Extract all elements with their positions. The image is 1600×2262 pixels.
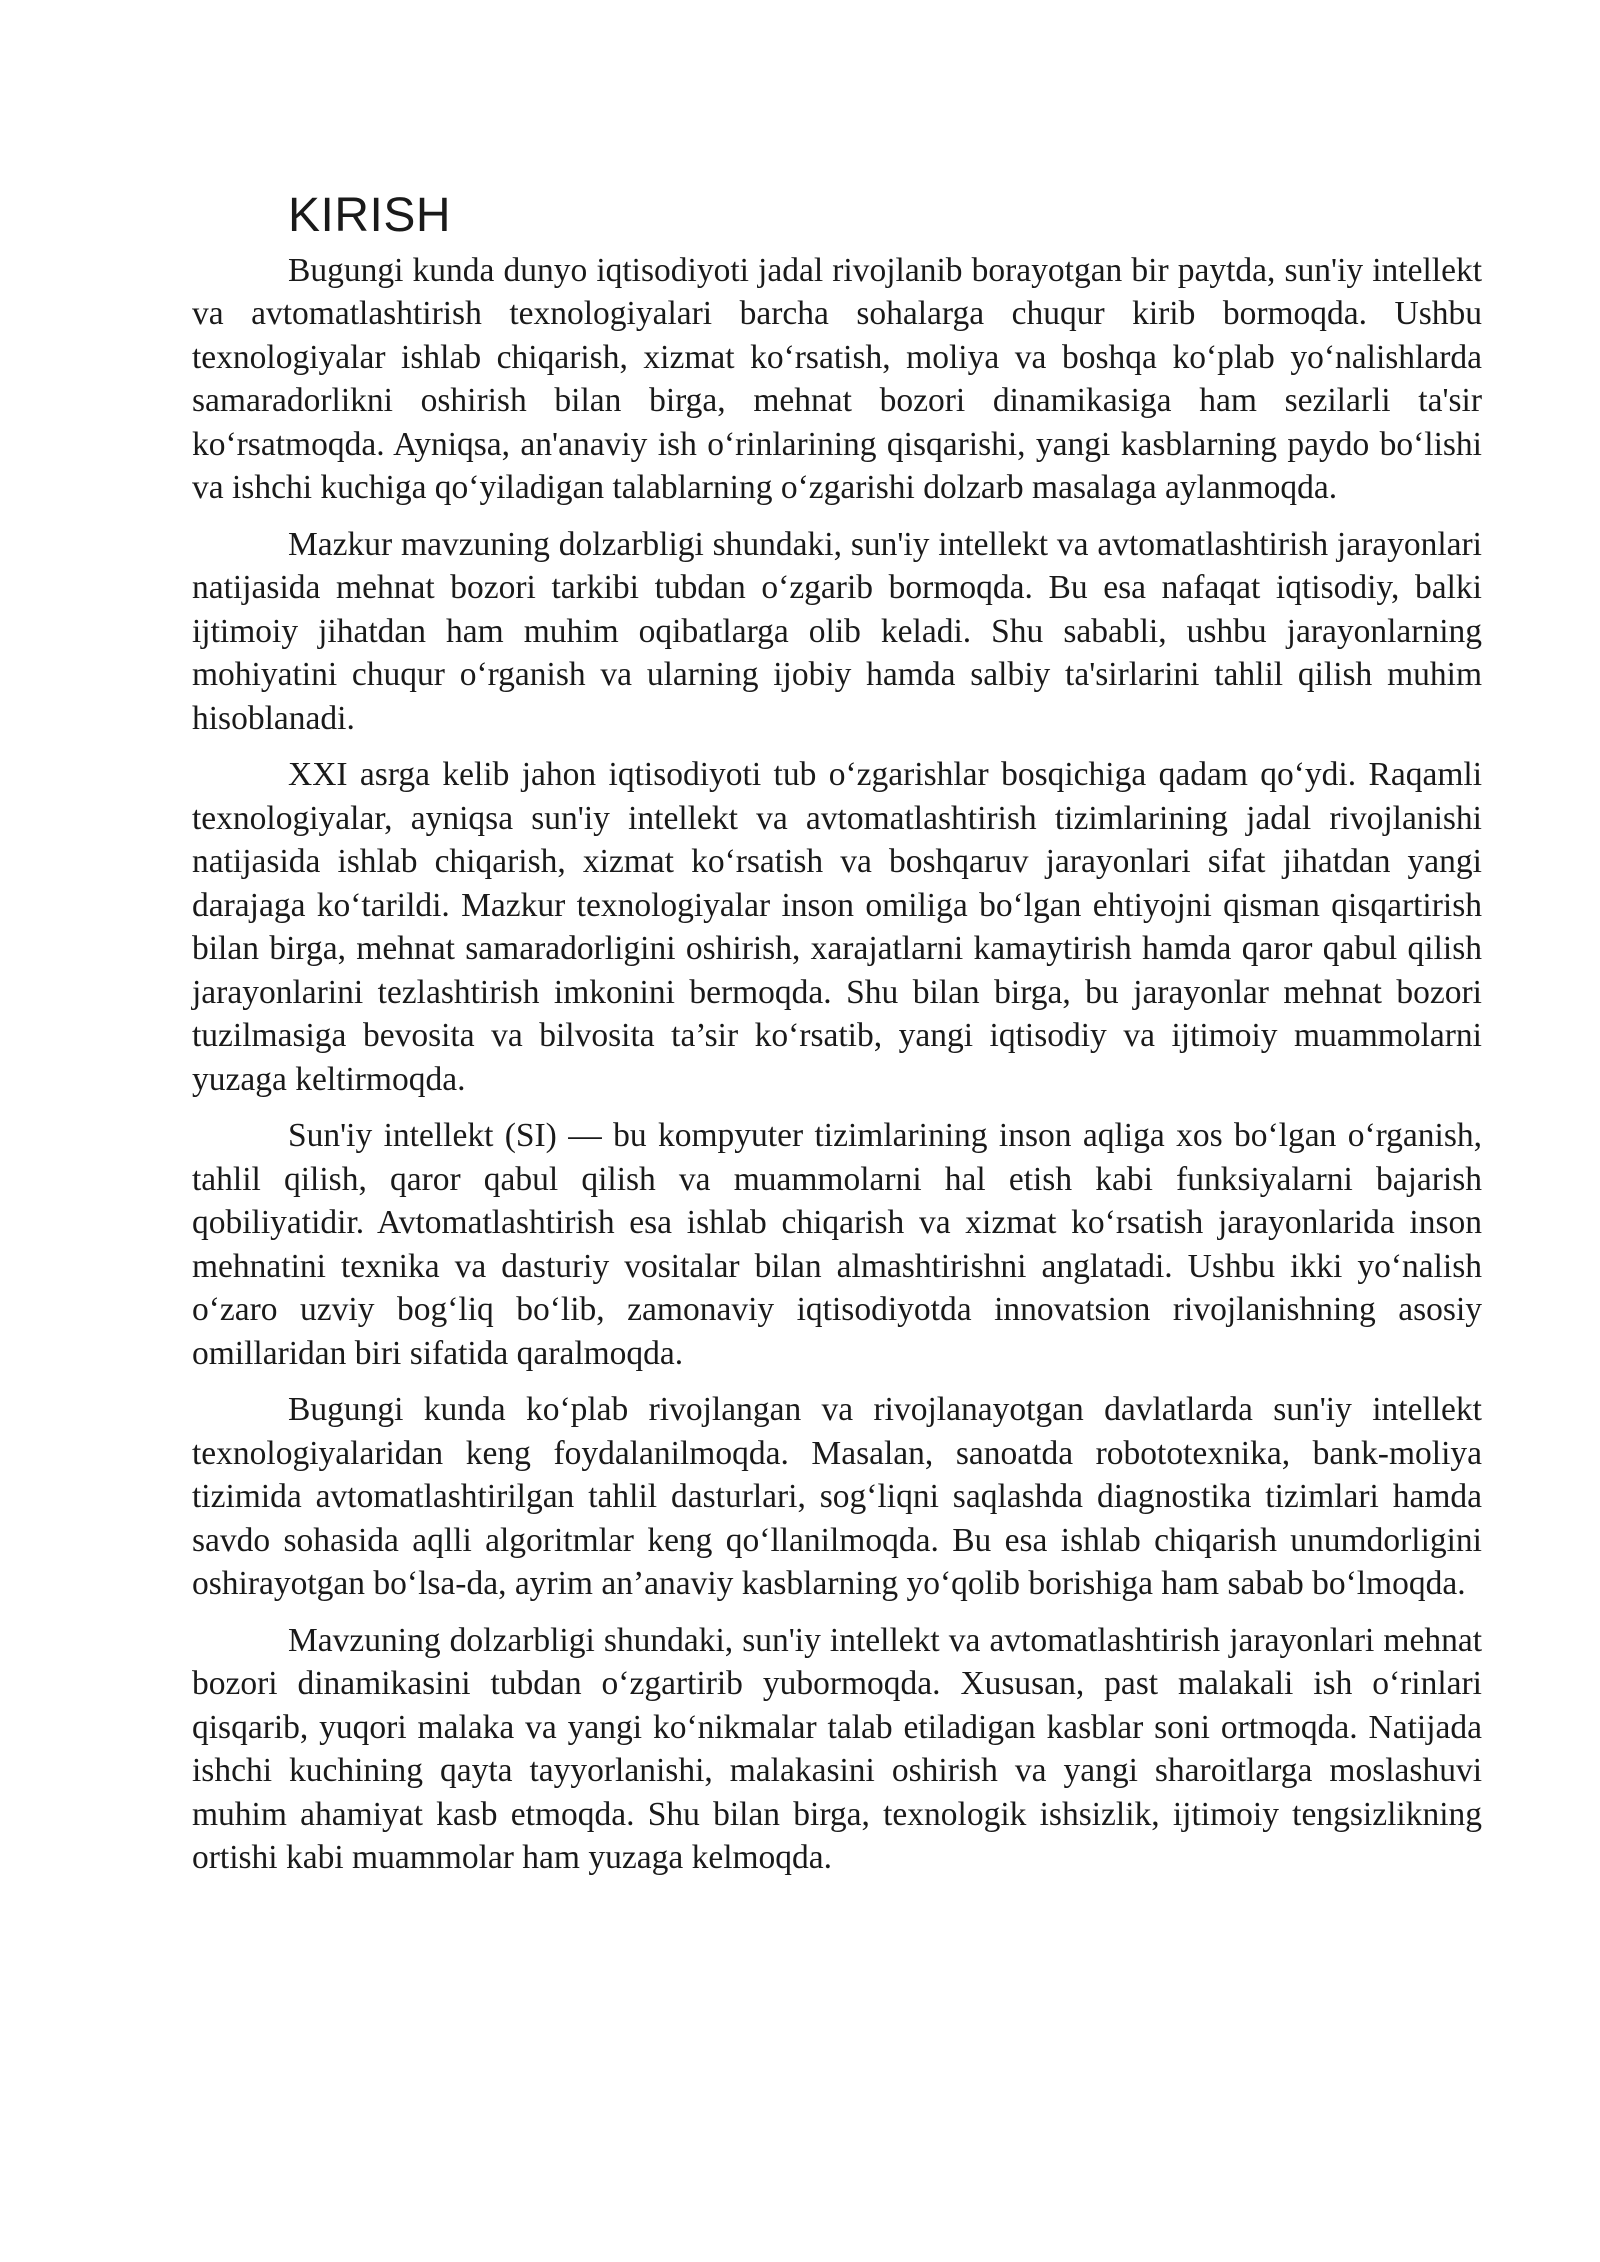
- document-page: [192, 190, 1482, 1893]
- paragraph-5: Bugungi kunda ko‘plab rivojlangan va rivojlanayotgan davlatlarda sun'iy intellekt texnologiyalaridan keng foydalanilmoqda. Masalan, sanoatda robototexnika, bank-moliya tizimida avtomatlashtirilgan tahlil dasturlari, sog‘liqni saqlashda diagnostika tizimlari hamda savdo sohasida aqlli algoritmlar keng qo‘llanilmoqda. Bu esa ishlab chiqarish unumdorligini oshirayotgan bo‘lsa-da, ayrim an’anaviy kasblarning yo‘qolib borishiga ham sabab bo‘lmoqda.: [192, 1391, 1482, 1603]
- paragraph-4: Sun'iy intellekt (SI) — bu kompyuter tizimlarining inson aqliga xos bo‘lgan o‘rganish, tahlil qilish, qaror qabul qilish va muammolarni hal etish kabi funksiyalarni bajarish qobiliyatidir. Avtomatlashtirish esa ishlab chiqarish va xizmat ko‘rsatish jarayonlarida inson mehnatini texnika va dasturiy vositalar bilan almashtirishni anglatadi. Ushbu ikki yo‘nalish o‘zaro uzviy bog‘liq bo‘lib, zamonaviy iqtisodiyotda innovatsion rivojlanishning asosiy omillaridan biri sifatida qaralmoqda.: [192, 1117, 1482, 1372]
- paragraph-3: XXI asrga kelib jahon iqtisodiyoti tub o‘zgarishlar bosqichiga qadam qo‘ydi. Raqamli texnologiyalar, ayniqsa sun'iy intellekt va avtomatlashtirish tizimlarining jadal rivojlanishi natijasida ishlab chiqarish, xizmat ko‘rsatish va boshqaruv jarayonlari sifat jihatdan yangi darajaga ko‘tarildi. Mazkur texnologiyalar inson omiliga bo‘lgan ehtiyojni qisman qisqartirish bilan birga, mehnat samaradorligini oshirish, xarajatlarni kamaytirish hamda qaror qabul qilish jarayonlarini tezlashtirish imkonini bermoqda. Shu bilan birga, bu jarayonlar mehnat bozori tuzilmasiga bevosita va bilvosita ta’sir ko‘rsatib, yangi iqtisodiy va ijtimoiy muammolarni yuzaga keltirmoqda.: [192, 756, 1482, 1098]
- document-title: KIRISH: [288, 189, 452, 242]
- paragraph-1: Bugungi kunda dunyo iqtisodiyoti jadal rivojlanib borayotgan bir paytda, sun'iy intellekt va avtomatlashtirish texnologiyalari barcha sohalarga chuqur kirib bormoqda. Ushbu texnologiyalar ishlab chiqarish, xizmat ko‘rsatish, moliya va boshqa ko‘plab yo‘nalishlarda samaradorlikni oshirish bilan birga, mehnat bozori dinamikasiga ham sezilarli ta'sir ko‘rsatmoqda. Ayniqsa, an'anaviy ish o‘rinlarining qisqarishi, yangi kasblarning paydo bo‘lishi va ishchi kuchiga qo‘yiladigan talablarning o‘zgarishi dolzarb masalaga aylanmoqda.: [192, 251, 1482, 507]
- paragraph-6: Mavzuning dolzarbligi shundaki, sun'iy intellekt va avtomatlashtirish jarayonlari mehnat bozori dinamikasini tubdan o‘zgartirib yubormoqda. Xususan, past malakali ish o‘rinlari qisqarib, yuqori malaka va yangi ko‘nikmalar talab etiladigan kasblar soni ortmoqda. Natijada ishchi kuchining qayta tayyorlanishi, malakasini oshirish va yangi sharoitlarga moslashuvi muhim ahamiyat kasb etmoqda. Shu bilan birga, texnologik ishsizlik, ijtimoiy tengsizlikning ortishi kabi muammolar ham yuzaga kelmoqda.: [192, 1621, 1482, 1877]
- paragraph-2: Mazkur mavzuning dolzarbligi shundaki, sun'iy intellekt va avtomatlashtirish jarayonlari natijasida mehnat bozori tarkibi tubdan o‘zgarib bormoqda. Bu esa nafaqat iqtisodiy, balki ijtimoiy jihatdan ham muhim oqibatlarga olib keladi. Shu sababli, ushbu jarayonlarning mohiyatini chuqur o‘rganish va ularning ijobiy hamda salbiy ta'sirlarini tahlil qilish muhim hisoblanadi.: [192, 525, 1482, 737]
